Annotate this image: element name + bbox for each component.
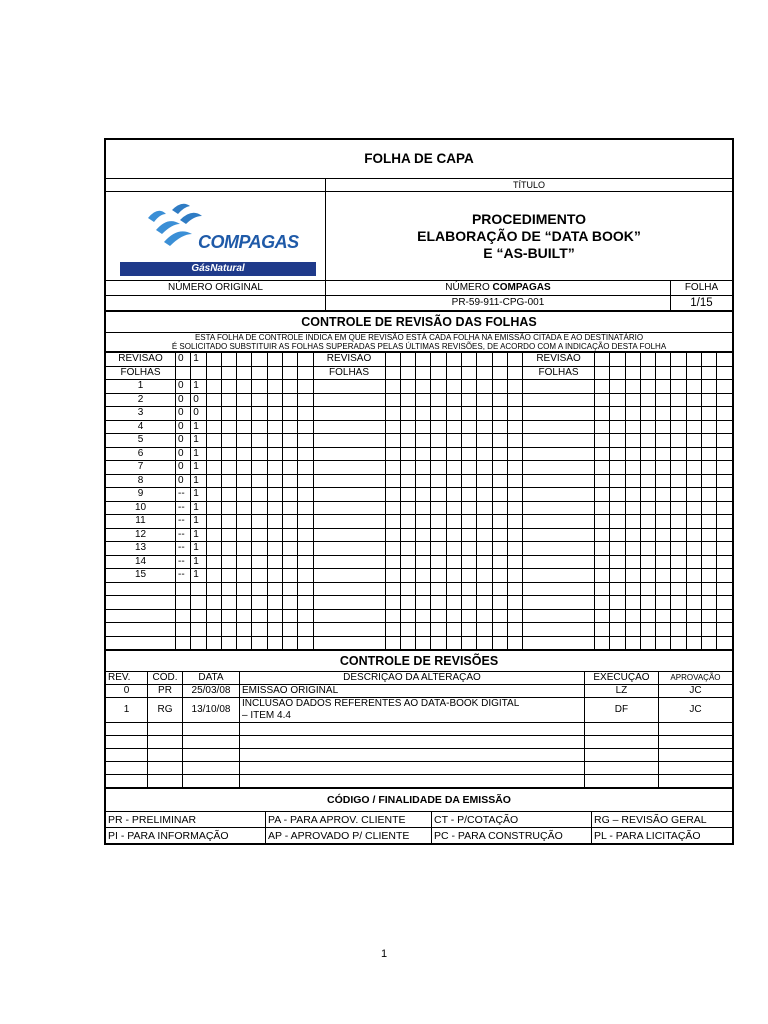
numero-original-value [106,296,326,311]
col-cod: CÓD. [148,672,183,685]
sheet-row [106,636,733,650]
revision-descricao [240,723,585,736]
code-pa: PA - PARA APROV. CLIENTE [266,812,432,828]
sheet-number: 5 [106,434,176,448]
sheet-row [106,596,733,610]
revision-aprovacao [658,775,732,788]
sheet-rev-1: 1 [191,380,206,394]
sheet-rev-1: 1 [191,434,206,448]
sheet-row [106,515,733,529]
sheet-rev-0: 0 [176,380,191,394]
sheet-row [106,474,733,488]
sheet-rev-1: 1 [191,555,206,569]
sheet-number: 6 [106,447,176,461]
revision-aprovacao [658,736,732,749]
revision-descricao: EMISSÃO ORIGINAL [240,685,585,698]
cover-header [105,139,733,311]
sheet-row [106,501,733,515]
sheet-row [106,542,733,556]
folhas-label: FOLHAS [106,366,176,380]
sheet-rev-0: -- [176,569,191,583]
revision-data [183,736,240,749]
revision-rev [106,775,148,788]
revision-row [106,775,733,788]
revision-rev: 1 [106,698,148,723]
revision-execucao: DF [584,698,658,723]
code-pl: PL - PARA LICITAÇÃO [592,828,733,844]
revision-aprovacao [658,749,732,762]
sheet-rev-0: 0 [176,420,191,434]
sheet-number: 13 [106,542,176,556]
revisao-row [106,353,733,367]
revision-aprovacao: JC [658,685,732,698]
revision-execucao [584,749,658,762]
revisao-label: REVISÃO [106,353,176,367]
revision-cod [148,723,183,736]
code-rg: RG – REVISÃO GERAL [592,812,733,828]
sheet-rev-1: 1 [191,488,206,502]
revisao-label: REVISÃO [313,353,385,367]
sheet-rev-1: 1 [191,569,206,583]
col-rev: REV. [106,672,148,685]
revision-rev: 0 [106,685,148,698]
sheet-number: 9 [106,488,176,502]
revision-header: 0 [176,353,191,367]
revision-cod [148,762,183,775]
sheet-rev-0: -- [176,515,191,529]
revision-cod: RG [148,698,183,723]
sheet-row [106,488,733,502]
revision-descricao [240,736,585,749]
revision-rev [106,736,148,749]
revision-control [105,650,733,788]
sheet-row [106,447,733,461]
folhas-label: FOLHAS [313,366,385,380]
revision-data: 25/03/08 [183,685,240,698]
sheet-rev-1: 1 [191,447,206,461]
logo-name: COMPAGAS [198,232,299,252]
sheet-rev-0: 0 [176,447,191,461]
sheet-rev-1: 1 [191,420,206,434]
revision-rev [106,762,148,775]
sheet-row [106,528,733,542]
sheet-control-title: CONTROLE DE REVISÃO DAS FOLHAS [106,312,733,333]
sheet-row [106,393,733,407]
sheet-rev-0: 0 [176,474,191,488]
code-pi: PI - PARA INFORMAÇÃO [106,828,266,844]
titulo-label: TÍTULO [326,179,733,192]
revision-cod [148,775,183,788]
sheet-number: 10 [106,501,176,515]
sheet-row [106,434,733,448]
code-ap: AP - APROVADO P/ CLIENTE [266,828,432,844]
sheet-row [106,555,733,569]
revision-rev [106,749,148,762]
code-pc: PC - PARA CONSTRUÇÃO [432,828,592,844]
revision-cod [148,749,183,762]
logo-cell [106,192,326,281]
sheet-rev-0: -- [176,488,191,502]
revision-row [106,762,733,775]
revisao-label: REVISÃO [523,353,595,367]
revision-cod: PR [148,685,183,698]
revision-row [106,698,733,723]
sheet-rev-0: 0 [176,407,191,421]
revision-row [106,685,733,698]
sheet-number: 8 [106,474,176,488]
logo-sub: GásNatural [120,262,316,276]
numero-original-label: NÚMERO ORIGINAL [106,281,326,296]
sheet-rev-0: 0 [176,434,191,448]
revision-data [183,749,240,762]
revision-execucao: LZ [584,685,658,698]
numero-compagas-label: NÚMERO COMPAGAS [326,281,671,296]
sheet-control-note: ESTA FOLHA DE CONTROLE INDICA EM QUE REVISÃO ESTÁ CADA FOLHA NA EMISSÃO CITADA E AO DESTINATÁRIO É SOLICITADO SUBSTITUIR AS FOLHAS SUPERADAS PELAS ÚLTIMAS REVISÕES, DE ACORDO COM A INDICAÇÃO DESTA FOLHA [106,333,733,352]
sheet-number: 3 [106,407,176,421]
revision-aprovacao: JC [658,698,732,723]
sheet-number: 12 [106,528,176,542]
sheet-rev-0: -- [176,528,191,542]
sheet-revision-control [105,311,733,352]
sheet-row [106,420,733,434]
sheet-rev-0: 0 [176,461,191,475]
revision-data [183,775,240,788]
folhas-row [106,366,733,380]
revision-aprovacao [658,723,732,736]
revision-cod [148,736,183,749]
sheet-row [106,380,733,394]
sheet-number: 2 [106,393,176,407]
sheet-rev-1: 1 [191,515,206,529]
sheet-rev-1: 1 [191,542,206,556]
sheet-row [106,582,733,596]
revision-aprovacao [658,762,732,775]
folhas-label: FOLHAS [523,366,595,380]
cover-title: FOLHA DE CAPA [106,140,733,179]
revision-execucao [584,723,658,736]
sheet-number: 14 [106,555,176,569]
col-data: DATA [183,672,240,685]
sheet-number: 7 [106,461,176,475]
revision-rev [106,723,148,736]
document-title: PROCEDIMENTO ELABORAÇÃO DE “DATA BOOK” E “AS-BUILT” [326,192,733,281]
revision-row [106,736,733,749]
sheet-rev-1: 0 [191,407,206,421]
sheet-rev-0: 0 [176,393,191,407]
sheet-rev-1: 1 [191,528,206,542]
revision-row [106,723,733,736]
code-ct: CT - P/COTAÇÃO [432,812,592,828]
sheet-row [106,609,733,623]
emission-codes [105,788,733,844]
sheet-rev-1: 1 [191,461,206,475]
revision-descricao: INCLUSÃO DADOS REFERENTES AO DATA-BOOK DIGITAL – ITEM 4.4 [240,698,585,723]
revision-control-title: CONTROLE DE REVISÕES [106,651,733,672]
numero-compagas-value: PR-59-911-CPG-001 [326,296,671,311]
sheet-rev-1: 0 [191,393,206,407]
sheet-rev-0: -- [176,542,191,556]
sheet-number: 4 [106,420,176,434]
page-number: 1 [380,948,388,960]
codes-title: CÓDIGO / FINALIDADE DA EMISSÃO [106,789,733,812]
revision-descricao [240,775,585,788]
revision-execucao [584,762,658,775]
sheet-row [106,407,733,421]
revision-data [183,762,240,775]
revision-header: 1 [191,353,206,367]
code-pr: PR - PRELIMINAR [106,812,266,828]
revision-execucao [584,736,658,749]
sheet-rev-0: -- [176,555,191,569]
sheet-rev-1: 1 [191,501,206,515]
revision-descricao [240,749,585,762]
sheet-rev-0: -- [176,501,191,515]
cover-sheet [104,138,734,845]
folha-label: FOLHA [670,281,732,296]
col-execucao: EXECUÇÃO [584,672,658,685]
revision-row [106,749,733,762]
sheet-row [106,461,733,475]
revision-data: 13/10/08 [183,698,240,723]
sheet-revision-grid [105,352,733,650]
folha-value: 1/15 [670,296,732,311]
sheet-row [106,623,733,637]
revision-data [183,723,240,736]
sheet-rev-1: 1 [191,474,206,488]
sheet-number: 11 [106,515,176,529]
sheet-row [106,569,733,583]
col-descricao: DESCRIÇÃO DA ALTERAÇÃO [240,672,585,685]
col-aprovacao: APROVAÇÃO [658,672,732,685]
sheet-number: 15 [106,569,176,583]
revision-descricao [240,762,585,775]
compagas-logo [118,200,318,280]
sheet-number: 1 [106,380,176,394]
revision-execucao [584,775,658,788]
